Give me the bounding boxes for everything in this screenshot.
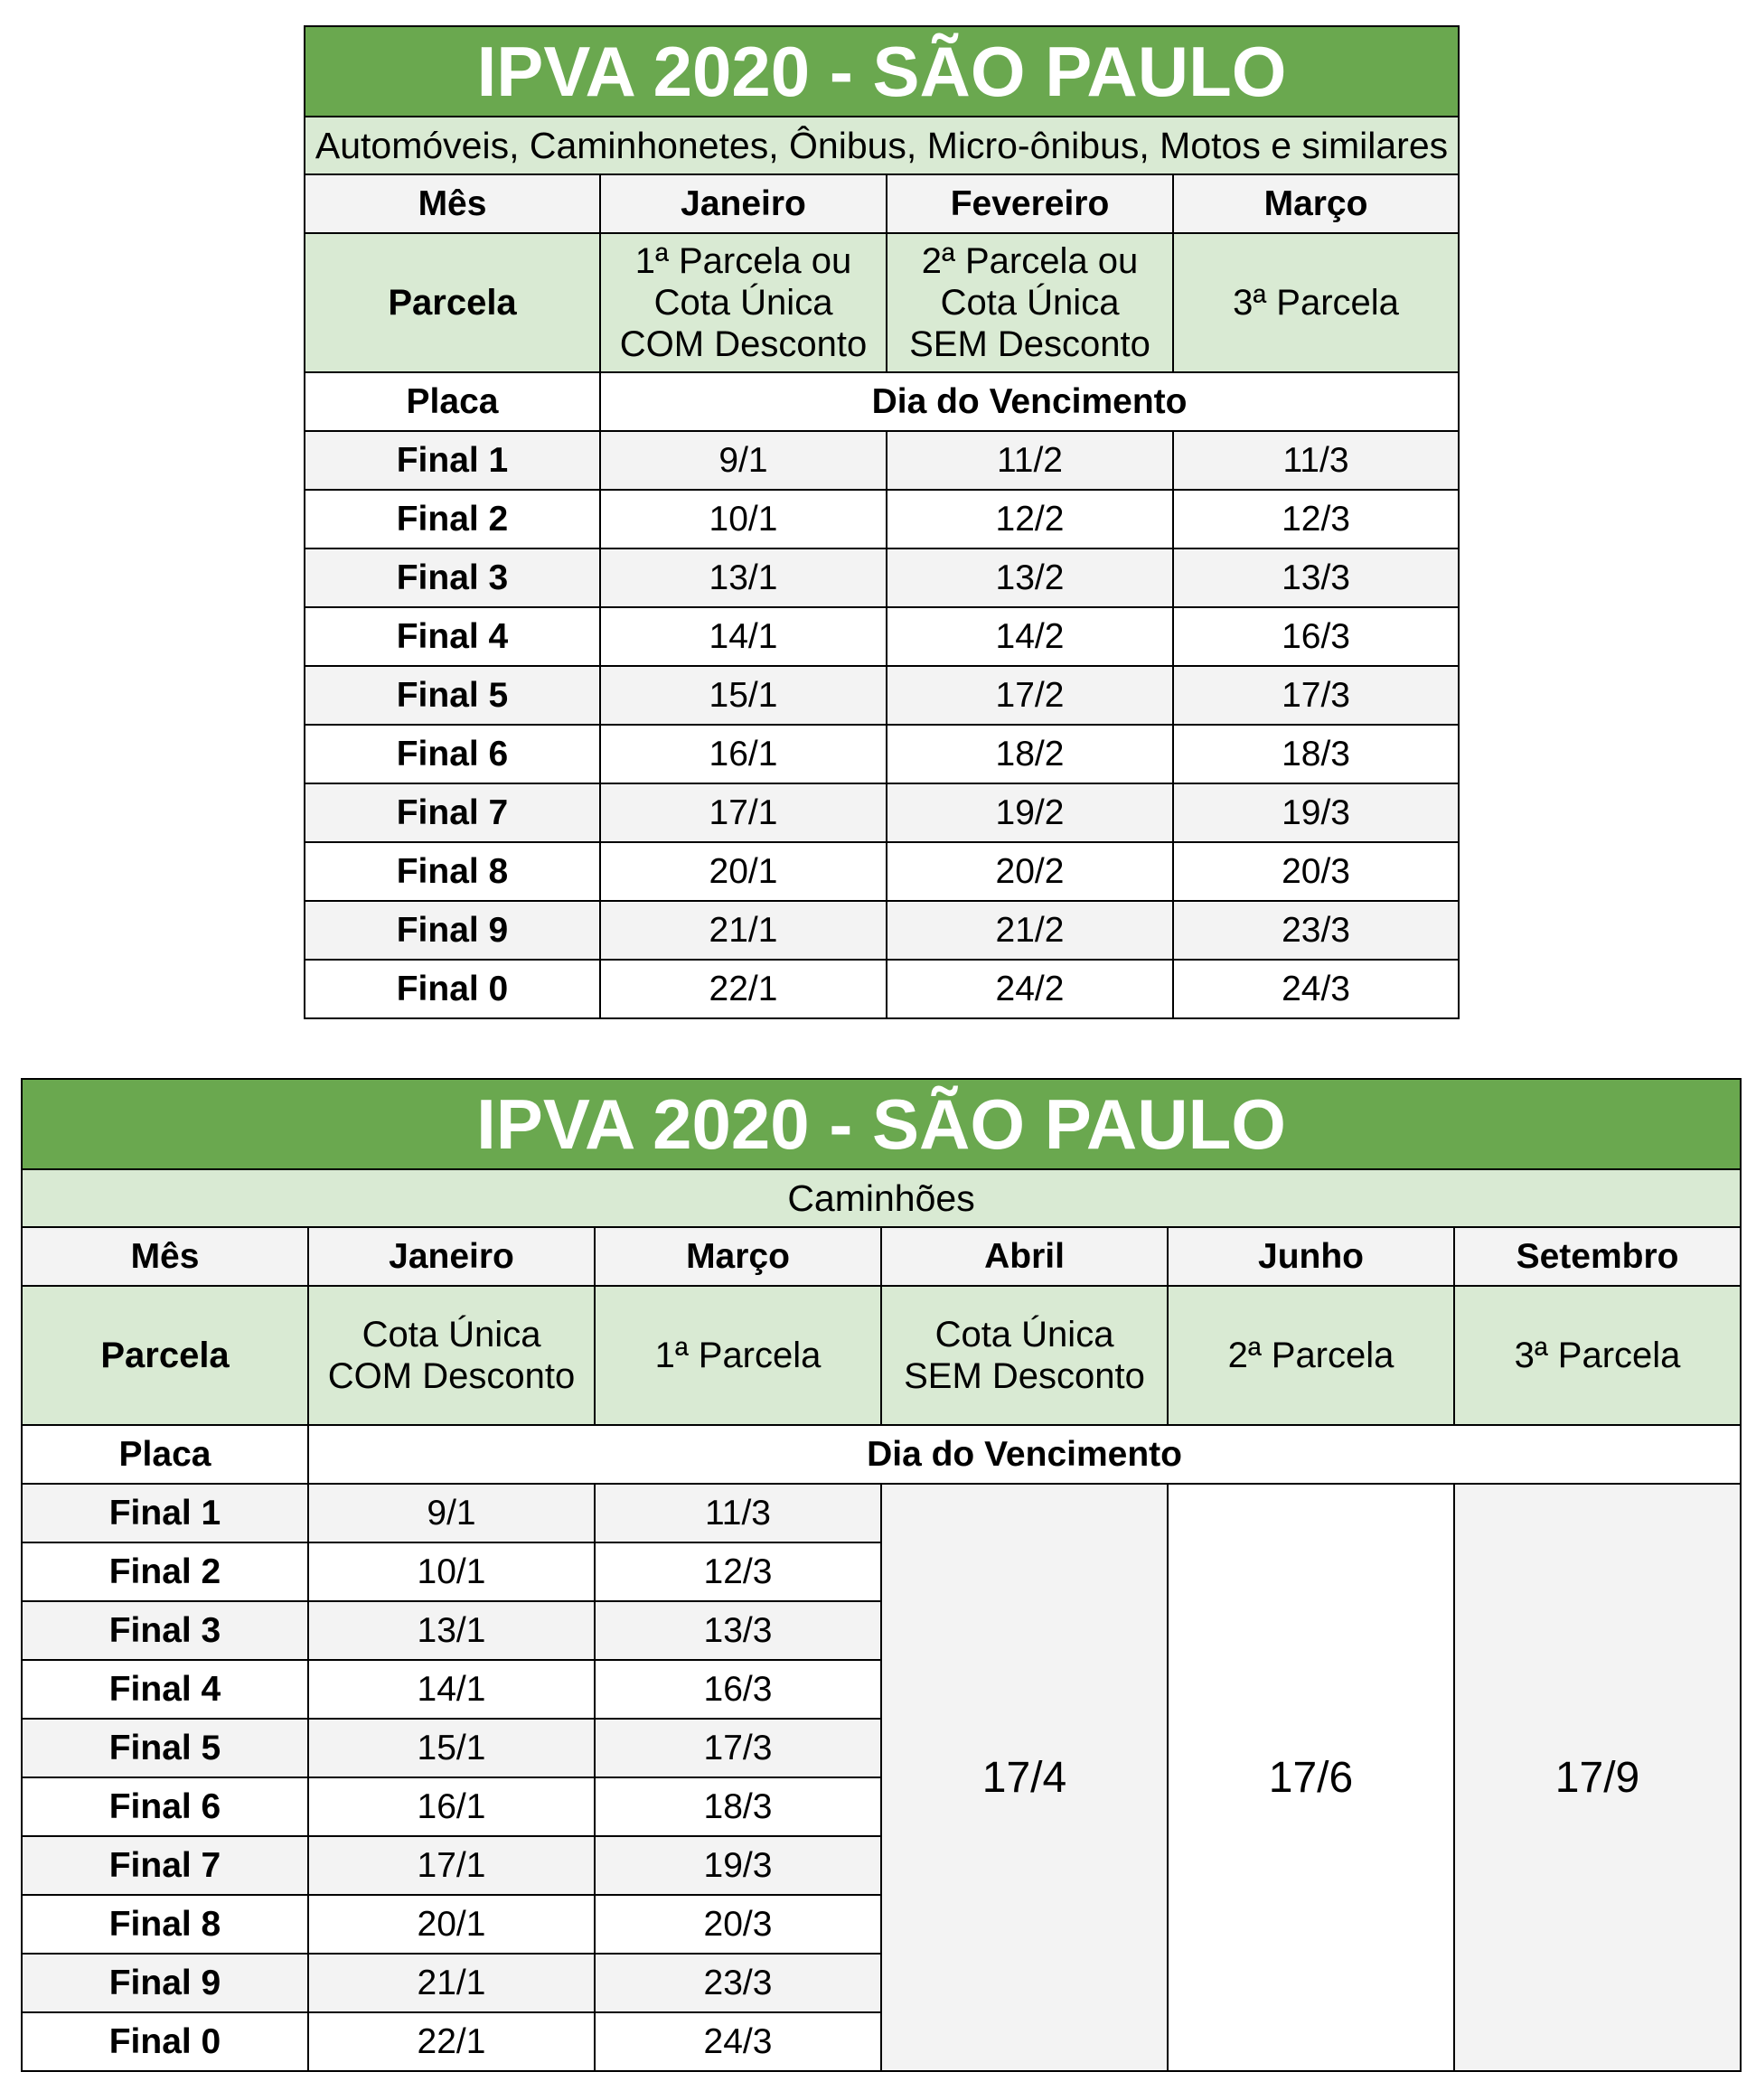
- date-cell: 22/1: [308, 2012, 595, 2071]
- parcela-line: COM Desconto: [619, 324, 868, 364]
- date-cell: 13/3: [595, 1601, 881, 1660]
- parcela-line: SEM Desconto: [909, 324, 1150, 364]
- parcela-line: SEM Desconto: [904, 1356, 1145, 1396]
- parcela-line: Cota Única: [934, 1315, 1114, 1355]
- month-header: Abril: [881, 1227, 1168, 1286]
- parcela-cell: [595, 1286, 881, 1425]
- parcela-line: Cota Única: [940, 283, 1120, 323]
- placa-cell: Final 4: [22, 1660, 308, 1719]
- placa-cell: Final 2: [22, 1542, 308, 1601]
- date-cell: 21/1: [308, 1954, 595, 2012]
- placa-cell: Final 5: [305, 666, 600, 725]
- date-cell: 18/2: [887, 725, 1173, 783]
- date-cell: 12/3: [595, 1542, 881, 1601]
- date-cell: 11/3: [595, 1484, 881, 1542]
- table-row: [305, 901, 1459, 960]
- parcela-cell: [887, 233, 1173, 372]
- date-cell: 19/2: [887, 783, 1173, 842]
- parcela-label: Parcela: [305, 233, 600, 372]
- parcela-line: 3ª Parcela: [1514, 1336, 1681, 1375]
- table-row: [305, 607, 1459, 666]
- placa-cell: Final 3: [22, 1601, 308, 1660]
- parcela-line: 1ª Parcela: [654, 1336, 822, 1375]
- placa-cell: Final 6: [305, 725, 600, 783]
- table-title: IPVA 2020 - SÃO PAULO: [305, 26, 1459, 117]
- parcela-cell: [600, 233, 887, 372]
- placa-cell: Final 8: [22, 1895, 308, 1954]
- date-cell: 20/1: [308, 1895, 595, 1954]
- single-date-cell: 17/6: [1168, 1484, 1454, 2071]
- date-cell: 12/3: [1173, 490, 1459, 548]
- date-cell: 24/3: [1173, 960, 1459, 1018]
- table-row: [305, 548, 1459, 607]
- single-date-cell: 17/9: [1454, 1484, 1741, 2071]
- date-cell: 24/3: [595, 2012, 881, 2071]
- placa-cell: Final 8: [305, 842, 600, 901]
- placa-cell: Final 9: [305, 901, 600, 960]
- ipva-table-caminhoes: [21, 1078, 1742, 2072]
- table-row: [305, 666, 1459, 725]
- parcela-cell: [1168, 1286, 1454, 1425]
- date-cell: 9/1: [600, 431, 887, 490]
- placa-cell: Final 5: [22, 1719, 308, 1777]
- date-cell: 11/3: [1173, 431, 1459, 490]
- date-cell: 19/3: [595, 1836, 881, 1895]
- date-cell: 17/2: [887, 666, 1173, 725]
- date-cell: 16/1: [600, 725, 887, 783]
- placa-cell: Final 3: [305, 548, 600, 607]
- date-cell: 21/1: [600, 901, 887, 960]
- date-cell: 13/1: [600, 548, 887, 607]
- table-row: [305, 725, 1459, 783]
- date-cell: 23/3: [595, 1954, 881, 2012]
- date-cell: 11/2: [887, 431, 1173, 490]
- placa-cell: Final 6: [22, 1777, 308, 1836]
- date-cell: 10/1: [600, 490, 887, 548]
- table-title: IPVA 2020 - SÃO PAULO: [22, 1079, 1741, 1169]
- table-row: [305, 783, 1459, 842]
- table-row: [305, 431, 1459, 490]
- date-cell: 14/2: [887, 607, 1173, 666]
- month-header: Março: [1173, 174, 1459, 233]
- table-subtitle: Caminhões: [22, 1169, 1741, 1227]
- date-cell: 20/3: [1173, 842, 1459, 901]
- table-row: [305, 490, 1459, 548]
- placa-cell: Final 1: [22, 1484, 308, 1542]
- date-cell: 14/1: [600, 607, 887, 666]
- date-cell: 16/3: [595, 1660, 881, 1719]
- single-date-cell: 17/4: [881, 1484, 1168, 2071]
- parcela-line: 1ª Parcela ou: [634, 241, 852, 281]
- placa-cell: Final 2: [305, 490, 600, 548]
- month-header: Junho: [1168, 1227, 1454, 1286]
- table-row: [305, 960, 1459, 1018]
- vencimento-label: Dia do Vencimento: [600, 372, 1459, 431]
- date-cell: 19/3: [1173, 783, 1459, 842]
- parcela-line: COM Desconto: [327, 1356, 576, 1396]
- date-cell: 17/1: [600, 783, 887, 842]
- date-cell: 16/1: [308, 1777, 595, 1836]
- date-cell: 20/1: [600, 842, 887, 901]
- date-cell: 17/1: [308, 1836, 595, 1895]
- parcela-line: 2ª Parcela: [1227, 1336, 1394, 1375]
- parcela-line: Cota Única: [653, 283, 833, 323]
- date-cell: 12/2: [887, 490, 1173, 548]
- parcela-label: Parcela: [22, 1286, 308, 1425]
- parcela-line: 3ª Parcela: [1233, 283, 1399, 323]
- table-subtitle: Automóveis, Caminhonetes, Ônibus, Micro-ônibus, Motos e similares: [305, 117, 1459, 174]
- date-cell: 20/3: [595, 1895, 881, 1954]
- placa-cell: Final 4: [305, 607, 600, 666]
- parcela-cell: [1173, 233, 1459, 372]
- month-header: Fevereiro: [887, 174, 1173, 233]
- month-header: Março: [595, 1227, 881, 1286]
- placa-label: Placa: [305, 372, 600, 431]
- date-cell: 24/2: [887, 960, 1173, 1018]
- date-cell: 13/1: [308, 1601, 595, 1660]
- table-row: [305, 842, 1459, 901]
- date-cell: 17/3: [1173, 666, 1459, 725]
- ipva-table-automoveis: [304, 25, 1460, 1019]
- placa-cell: Final 0: [22, 2012, 308, 2071]
- mes-label: Mês: [305, 174, 600, 233]
- date-cell: 16/3: [1173, 607, 1459, 666]
- placa-cell: Final 7: [305, 783, 600, 842]
- date-cell: 22/1: [600, 960, 887, 1018]
- mes-label: Mês: [22, 1227, 308, 1286]
- month-header: Setembro: [1454, 1227, 1741, 1286]
- table-row: [22, 1484, 1741, 1542]
- date-cell: 9/1: [308, 1484, 595, 1542]
- vencimento-label: Dia do Vencimento: [308, 1425, 1741, 1484]
- placa-cell: Final 9: [22, 1954, 308, 2012]
- placa-cell: Final 0: [305, 960, 600, 1018]
- placa-cell: Final 7: [22, 1836, 308, 1895]
- date-cell: 18/3: [1173, 725, 1459, 783]
- date-cell: 13/2: [887, 548, 1173, 607]
- parcela-cell: [308, 1286, 595, 1425]
- parcela-line: 2ª Parcela ou: [921, 241, 1139, 281]
- date-cell: 23/3: [1173, 901, 1459, 960]
- parcela-cell: [881, 1286, 1168, 1425]
- date-cell: 15/1: [600, 666, 887, 725]
- month-header: Janeiro: [600, 174, 887, 233]
- date-cell: 10/1: [308, 1542, 595, 1601]
- month-header: Janeiro: [308, 1227, 595, 1286]
- placa-cell: Final 1: [305, 431, 600, 490]
- placa-label: Placa: [22, 1425, 308, 1484]
- date-cell: 15/1: [308, 1719, 595, 1777]
- parcela-line: Cota Única: [362, 1315, 541, 1355]
- date-cell: 18/3: [595, 1777, 881, 1836]
- date-cell: 13/3: [1173, 548, 1459, 607]
- parcela-cell: [1454, 1286, 1741, 1425]
- date-cell: 20/2: [887, 842, 1173, 901]
- date-cell: 21/2: [887, 901, 1173, 960]
- date-cell: 14/1: [308, 1660, 595, 1719]
- date-cell: 17/3: [595, 1719, 881, 1777]
